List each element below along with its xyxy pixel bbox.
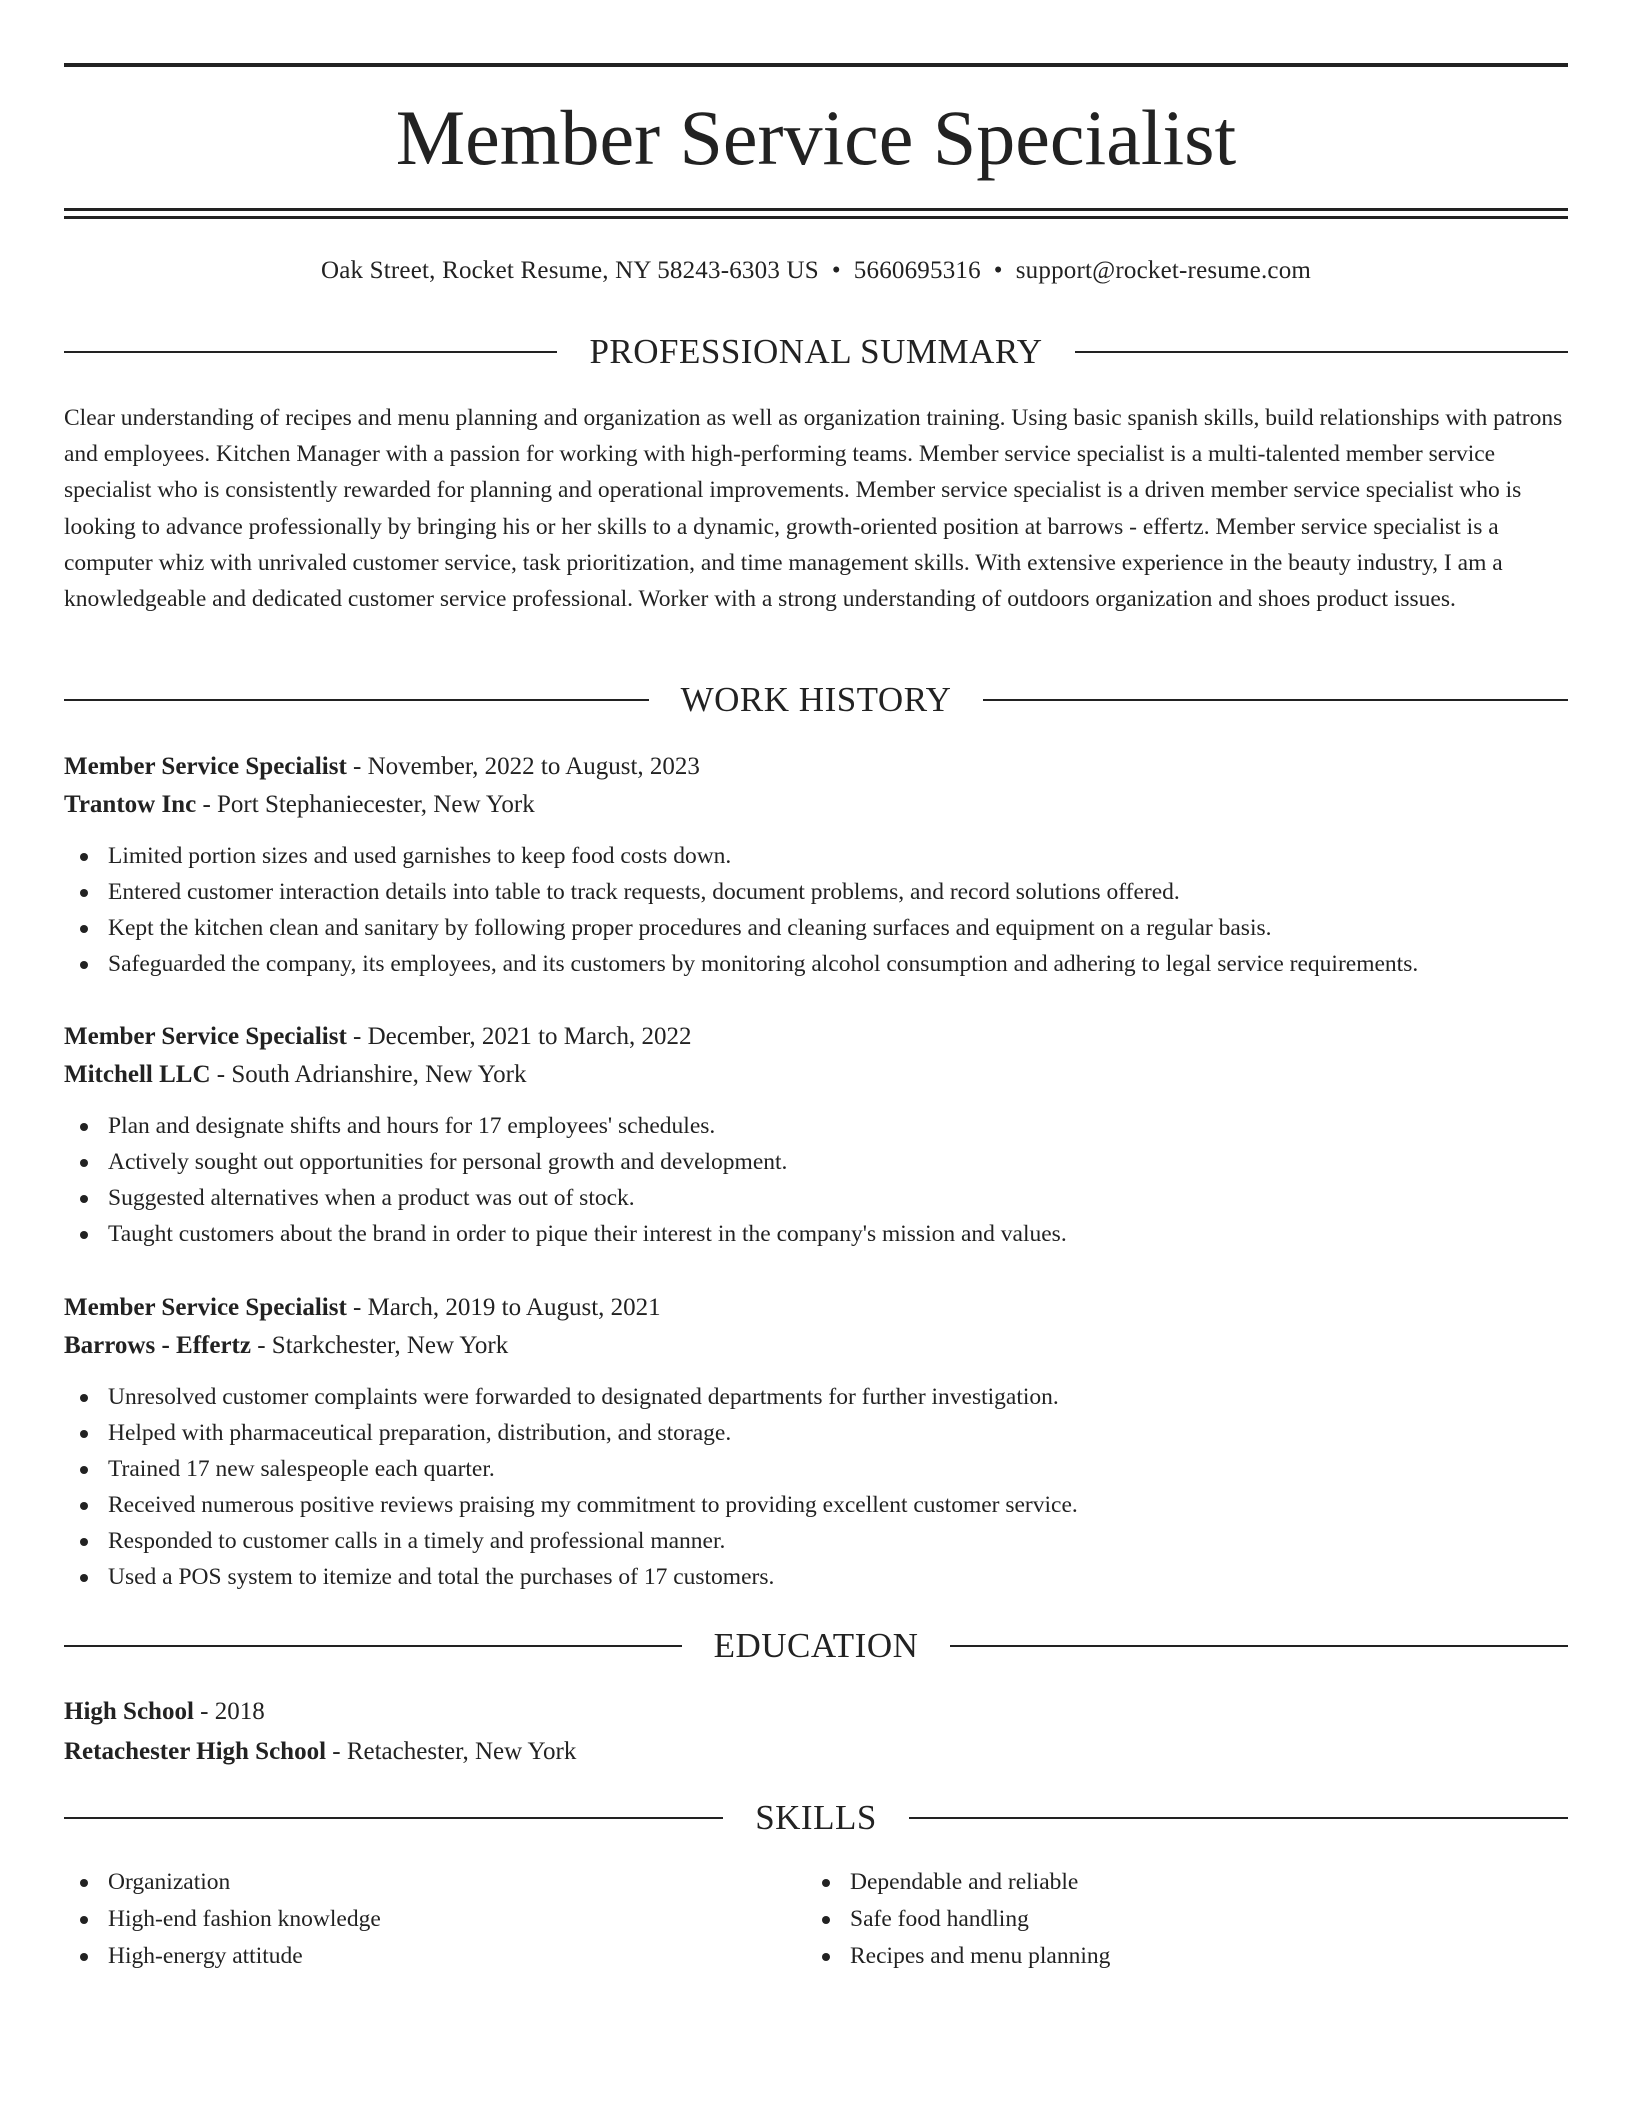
job-location: - Starkchester, New York xyxy=(250,1332,509,1359)
skill-item: High-end fashion knowledge xyxy=(64,1901,806,1938)
title-rule-upper xyxy=(64,208,1568,211)
skill-item: High-energy attitude xyxy=(64,1938,806,1975)
contact-phone: 5660695316 xyxy=(853,257,981,284)
section-heading-skills xyxy=(64,1796,1568,1840)
list-item: Taught customers about the brand in order to pique their interest in the company's mission and values. xyxy=(64,1216,1568,1252)
job-entry xyxy=(64,748,1568,982)
heading-rule xyxy=(909,1817,1568,1819)
contact-separator: • xyxy=(993,257,1003,284)
list-item: Suggested alternatives when a product was out of stock. xyxy=(64,1180,1568,1216)
skill-item: Recipes and menu planning xyxy=(806,1938,1548,1975)
list-item: Kept the kitchen clean and sanitary by following proper procedures and cleaning surfaces and equipment on a regular basis. xyxy=(64,910,1568,946)
heading-rule xyxy=(1075,351,1568,353)
education-year: - 2018 xyxy=(193,1698,265,1725)
education-location: - Retachester, New York xyxy=(326,1738,577,1765)
skill-item: Organization xyxy=(64,1864,806,1901)
skills-column-left xyxy=(64,1864,806,1975)
list-item: Plan and designate shifts and hours for 17 employees' schedules. xyxy=(64,1108,1568,1144)
skills-list xyxy=(64,1864,1568,1975)
job-company: Mitchell LLC xyxy=(64,1061,211,1088)
heading-rule xyxy=(64,1645,682,1647)
top-rule xyxy=(64,63,1568,67)
job-bullets xyxy=(64,838,1568,982)
job-title: Member Service Specialist xyxy=(64,1294,347,1321)
list-item: Unresolved customer complaints were forwarded to designated departments for further investigation. xyxy=(64,1379,1568,1415)
job-dates: - December, 2021 to March, 2022 xyxy=(346,1023,692,1050)
section-heading-work xyxy=(64,678,1568,722)
job-company: Barrows - Effertz xyxy=(64,1332,251,1359)
education-entry xyxy=(64,1693,1568,1771)
job-bullets xyxy=(64,1108,1568,1252)
job-title: Member Service Specialist xyxy=(64,1023,347,1050)
job-bullets xyxy=(64,1379,1568,1595)
list-item: Responded to customer calls in a timely and professional manner. xyxy=(64,1523,1568,1559)
section-heading-label: EDUCATION xyxy=(713,1626,919,1665)
heading-rule xyxy=(983,699,1568,701)
job-entry xyxy=(64,1018,1568,1252)
job-location: - Port Stephaniecester, New York xyxy=(196,791,535,818)
job-entry xyxy=(64,1289,1568,1595)
list-item: Used a POS system to itemize and total the purchases of 17 customers. xyxy=(64,1559,1568,1595)
contact-address: Oak Street, Rocket Resume, NY 58243-6303 US xyxy=(320,257,819,284)
section-heading-education xyxy=(64,1624,1568,1668)
job-dates: - November, 2022 to August, 2023 xyxy=(346,753,700,780)
skill-item: Safe food handling xyxy=(806,1901,1548,1938)
education-degree: High School xyxy=(64,1698,194,1725)
list-item: Trained 17 new salespeople each quarter. xyxy=(64,1451,1568,1487)
list-item: Entered customer interaction details into table to track requests, document problems, and record solutions offered. xyxy=(64,874,1568,910)
list-item: Received numerous positive reviews praising my commitment to providing excellent customer service. xyxy=(64,1487,1568,1523)
title-rule-lower xyxy=(64,216,1568,219)
job-company: Trantow Inc xyxy=(64,791,197,818)
section-heading-label: WORK HISTORY xyxy=(680,680,952,719)
section-heading-label: SKILLS xyxy=(755,1798,877,1837)
section-heading-label: PROFESSIONAL SUMMARY xyxy=(589,332,1043,371)
section-heading-summary xyxy=(64,330,1568,374)
heading-rule xyxy=(64,1817,723,1819)
heading-rule xyxy=(950,1645,1568,1647)
list-item: Safeguarded the company, its employees, and its customers by monitoring alcohol consumption and adhering to legal service requirements. xyxy=(64,946,1568,982)
job-title: Member Service Specialist xyxy=(64,753,347,780)
list-item: Helped with pharmaceutical preparation, distribution, and storage. xyxy=(64,1415,1568,1451)
contact-email: support@rocket-resume.com xyxy=(1015,257,1312,284)
skill-item: Dependable and reliable xyxy=(806,1864,1548,1901)
heading-rule xyxy=(64,351,557,353)
page-title: Member Service Specialist xyxy=(395,94,1237,181)
skills-column-right xyxy=(806,1864,1548,1975)
contact-line xyxy=(64,254,1568,288)
heading-rule xyxy=(64,699,649,701)
summary-text: Clear understanding of recipes and menu planning and organization as well as organization training. Using basic spanish skills, build relationships with patrons and employees. Kitchen Manager with a passion for working with high-performing teams. Member service specialist is a multi-talented member service specialist who is consistently rewarded for planning and operational improvements. Member service specialist is a driven member service specialist who is looking to advance professionally by bringing his or her skills to a dynamic, growth-oriented position at barrows - effertz. Member service specialist is a computer whiz with unrivaled customer service, task prioritization, and time management skills. With extensive experience in the beauty industry, I am a knowledgeable and dedicated customer service professional. Worker with a strong understanding of outdoors organization and shoes product issues. xyxy=(64,405,1563,613)
list-item: Limited portion sizes and used garnishes to keep food costs down. xyxy=(64,838,1568,874)
list-item: Actively sought out opportunities for personal growth and development. xyxy=(64,1144,1568,1180)
job-location: - South Adrianshire, New York xyxy=(210,1061,527,1088)
education-school: Retachester High School xyxy=(64,1738,327,1765)
job-dates: - March, 2019 to August, 2021 xyxy=(346,1294,661,1321)
contact-separator: • xyxy=(831,257,841,284)
